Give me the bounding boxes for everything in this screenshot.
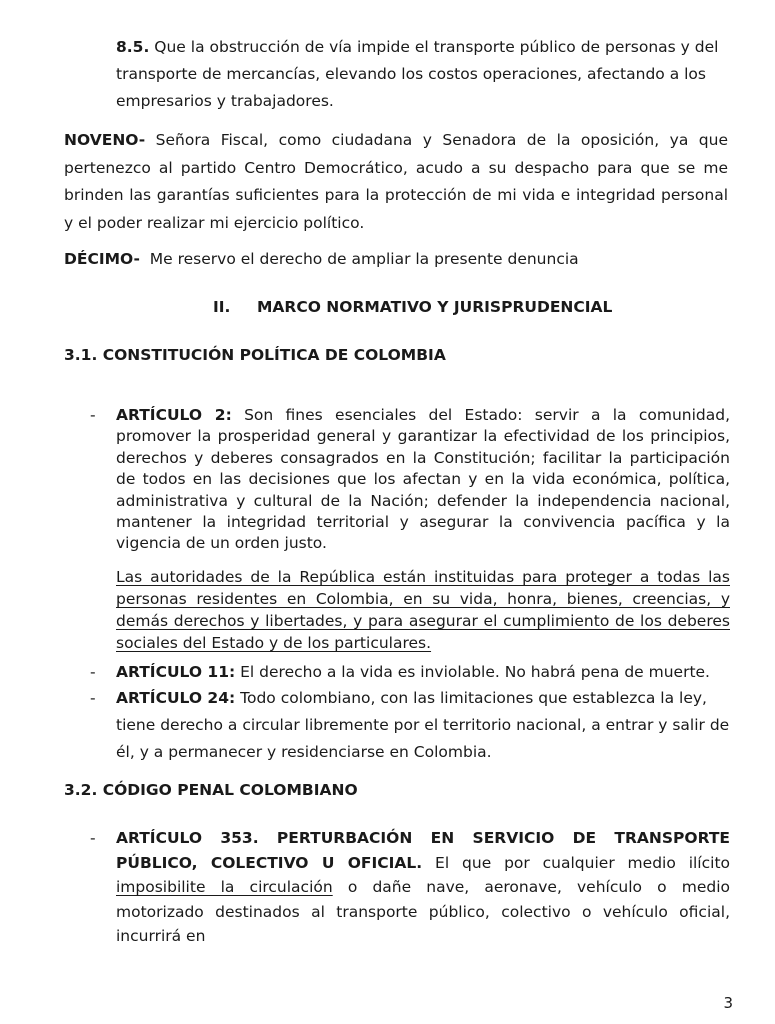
heading-title: MARCO NORMATIVO Y JURISPRUDENCIAL	[257, 298, 613, 316]
list-item-articulo-11	[90, 661, 730, 683]
paragraph-text: Me reservo el derecho de ampliar la presente denuncia	[139, 250, 579, 268]
list-item-articulo-2	[90, 405, 730, 555]
paragraph-noveno	[64, 127, 728, 237]
section-heading-3-1: 3.1. CONSTITUCIÓN POLÍTICA DE COLOMBIA	[64, 346, 446, 364]
article-text	[116, 685, 730, 766]
article-body: Todo colombiano, con las limitaciones que establezca la ley, tiene derecho a circular libremente por el territorio nacional, a entrar y salir de él, y a permanecer y residenciarse en Colombia.	[116, 689, 730, 761]
article-body: El derecho a la vida es inviolable. No habrá pena de muerte.	[235, 663, 710, 681]
bullet-dash: -	[90, 689, 96, 707]
paragraph-text: Que la obstrucción de vía impide el transporte público de personas y del transporte de mercancías, elevando los costos operaciones, afectando a los empresarios y trabajadores.	[116, 38, 719, 110]
list-item-articulo-24	[90, 685, 730, 766]
article-label: ARTÍCULO 353. PERTURBACIÓN EN SERVICIO DE TRANSPORTE PÚBLICO, COLECTIVO U OFICIAL.	[116, 829, 730, 872]
page-number: 3	[723, 994, 733, 1012]
bullet-dash: -	[90, 663, 96, 681]
bullet-dash: -	[90, 406, 96, 424]
paragraph-number: 8.5.	[116, 38, 150, 56]
article-body: Son fines esenciales del Estado: servir a la comunidad, promover la prosperidad general y garantizar la efectividad de los principios, derechos y deberes consagrados en la Constitución; facilitar la participación de todos en las decisiones que los afectan y en la vida económica, política, administrativa y cultural de la Nación; defender la independencia nacional, mantener la integridad territorial y asegurar la convivencia pacífica y la vigencia de un orden justo.	[116, 406, 731, 553]
article-text	[116, 405, 730, 555]
article-text	[116, 826, 730, 949]
section-heading-ii	[213, 296, 733, 318]
article-label: ARTÍCULO 2:	[116, 406, 232, 424]
article-body-a: El que por cualquier medio ilícito	[422, 853, 730, 872]
paragraph-8-5	[116, 34, 728, 115]
bullet-dash: -	[90, 829, 96, 847]
article-label: ARTÍCULO 11:	[116, 663, 236, 681]
section-heading-3-2: 3.2. CÓDIGO PENAL COLOMBIANO	[64, 781, 358, 799]
underlined-text: imposibilite la circulación	[116, 878, 333, 896]
heading-number: II.	[213, 298, 231, 316]
article-text	[116, 661, 730, 683]
list-item-articulo-353	[90, 826, 730, 949]
paragraph-decimo	[64, 247, 728, 271]
paragraph-text: Señora Fiscal, como ciudadana y Senadora de la oposición, ya que pertenezco al partido Centro Democrático, acudo a su despacho para que se me brinden las garantías suficientes para la protección de mi vida e integridad personal y el poder realizar mi ejercicio político.	[64, 131, 728, 232]
paragraph-label: DÉCIMO-	[64, 250, 140, 268]
articulo-2-underlined-paragraph	[90, 566, 730, 654]
paragraph-label: NOVENO-	[64, 131, 146, 149]
underlined-text: Las autoridades de la República están instituidas para proteger a todas las personas residentes en Colombia, en su vida, honra, bienes, creencias, y demás derechos y libertades, y para asegurar el cumplimiento de los deberes sociales del Estado y de los particulares.	[116, 568, 730, 652]
article-label: ARTÍCULO 24:	[116, 689, 236, 707]
article-body-b: o dañe nave, aeronave, vehículo o medio motorizado destinados al transporte público, colectivo o vehículo oficial, incurrirá en	[116, 878, 730, 945]
